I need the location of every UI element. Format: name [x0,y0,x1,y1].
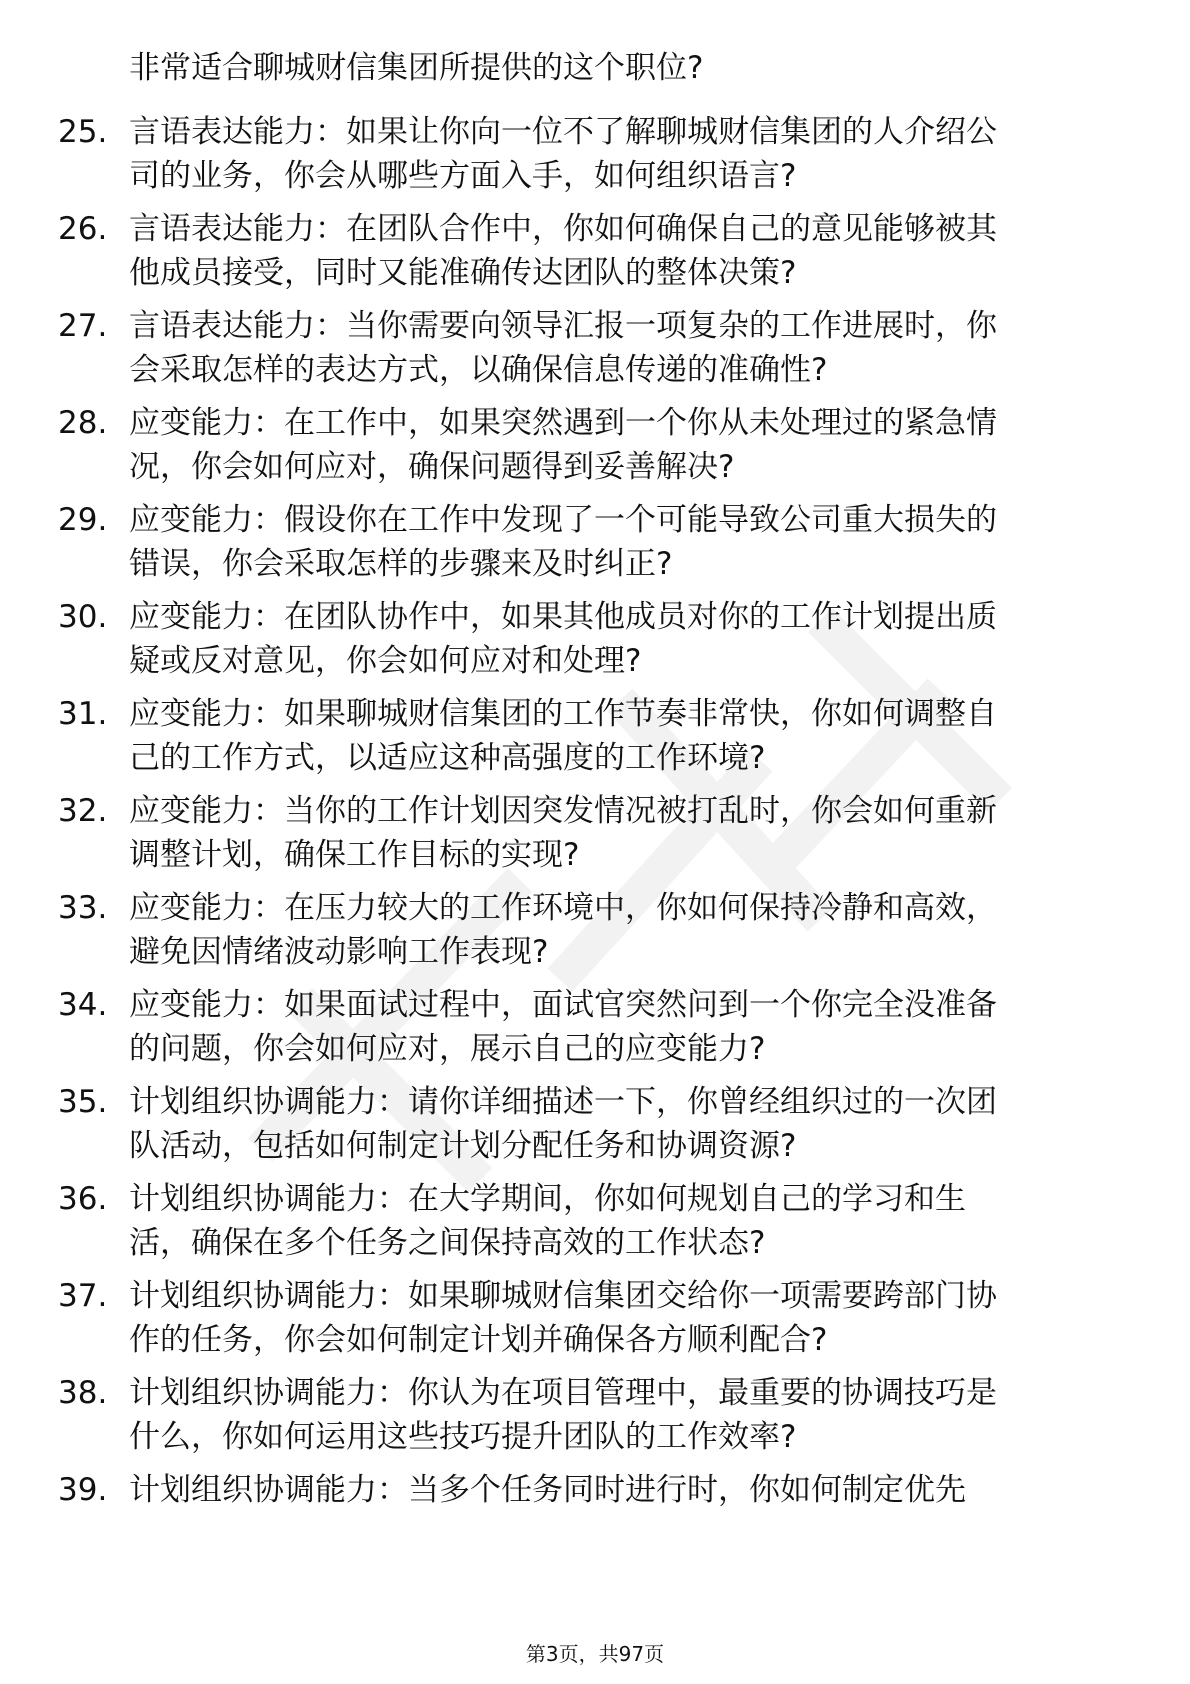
question-text-line: 他成员接受，同时又能准确传达团队的整体决策? [129,255,797,291]
question-text-line: 应变能力：假设你在工作中发现了一个可能导致公司重大损失的 [129,502,997,538]
question-text-line: 计划组织协调能力：在大学期间，你如何规划自己的学习和生 [129,1181,966,1217]
question-text [129,789,1119,877]
question-text-line: 况，你会如何应对，确保问题得到妥善解决? [129,449,735,485]
question-text-line: 疑或反对意见，你会如何应对和处理? [129,643,642,679]
question-number: 29. [58,502,108,538]
page-footer: 第3页，共97页 [525,1642,665,1666]
question-text [129,595,1119,683]
question-text-line: 错误，你会采取怎样的步骤来及时纠正? [129,546,673,582]
question-number: 30. [58,599,108,635]
question-number: 33. [58,890,108,926]
question-number: 26. [58,211,108,247]
question-text-line: 活，确保在多个任务之间保持高效的工作状态? [129,1225,766,1261]
question-text [129,1080,1119,1168]
question-text [129,304,1119,392]
question-number: 35. [58,1084,108,1120]
question-number: 38. [58,1375,108,1411]
question-text [129,498,1119,586]
question-text-line: 什么，你如何运用这些技巧提升团队的工作效率? [129,1419,797,1455]
question-text-line: 会采取怎样的表达方式，以确保信息传递的准确性? [129,352,828,388]
question-text-line: 应变能力：当你的工作计划因突发情况被打乱时，你会如何重新 [129,793,997,829]
question-text-line: 应变能力：在团队协作中，如果其他成员对你的工作计划提出质 [129,599,997,635]
question-text-line: 作的任务，你会如何制定计划并确保各方顺利配合? [129,1322,828,1358]
continuation-text: 非常适合聊城财信集团所提供的这个职位? [129,50,704,86]
question-text [129,1177,1119,1265]
question-text-line: 言语表达能力：当你需要向领导汇报一项复杂的工作进展时，你 [129,308,997,344]
question-number: 37. [58,1278,108,1314]
question-text [129,110,1119,198]
question-text [129,983,1119,1071]
question-text-line: 言语表达能力：在团队合作中，你如何确保自己的意见能够被其 [129,211,997,247]
question-text-line: 的问题，你会如何应对，展示自己的应变能力? [129,1031,766,1067]
question-text-line: 应变能力：如果聊城财信集团的工作节奏非常快，你如何调整自 [129,696,997,732]
question-text [129,1371,1119,1459]
question-number: 32. [58,793,108,829]
question-number: 31. [58,696,108,732]
question-number: 27. [58,308,108,344]
question-text-line: 避免因情绪波动影响工作表现? [129,934,549,970]
question-text-line: 司的业务，你会从哪些方面入手，如何组织语言? [129,158,797,194]
question-text-line: 应变能力：在压力较大的工作环境中，你如何保持冷静和高效， [129,890,997,926]
question-text-line: 己的工作方式，以适应这种高强度的工作环境? [129,740,766,776]
question-text [129,886,1119,974]
question-text-line: 言语表达能力：如果让你向一位不了解聊城财信集团的人介绍公 [129,114,997,150]
question-text-line: 调整计划，确保工作目标的实现? [129,837,580,873]
question-text-line: 计划组织协调能力：你认为在项目管理中，最重要的协调技巧是 [129,1375,997,1411]
question-number: 25. [58,114,108,150]
question-text-line: 应变能力：如果面试过程中，面试官突然问到一个你完全没准备 [129,987,997,1023]
question-number: 34. [58,987,108,1023]
question-text [129,692,1119,780]
question-text [129,401,1119,489]
question-text [129,1468,1119,1512]
question-text-line: 计划组织协调能力：如果聊城财信集团交给你一项需要跨部门协 [129,1278,997,1314]
question-number: 28. [58,405,108,441]
question-number: 36. [58,1181,108,1217]
question-text-line: 计划组织协调能力：当多个任务同时进行时，你如何制定优先 [129,1472,966,1508]
question-text-line: 计划组织协调能力：请你详细描述一下，你曾经组织过的一次团 [129,1084,997,1120]
question-text [129,207,1119,295]
question-text-line: 应变能力：在工作中，如果突然遇到一个你从未处理过的紧急情 [129,405,997,441]
question-text [129,1274,1119,1362]
question-number: 39. [58,1472,108,1508]
question-text-line: 队活动，包括如何制定计划分配任务和协调资源? [129,1128,797,1164]
